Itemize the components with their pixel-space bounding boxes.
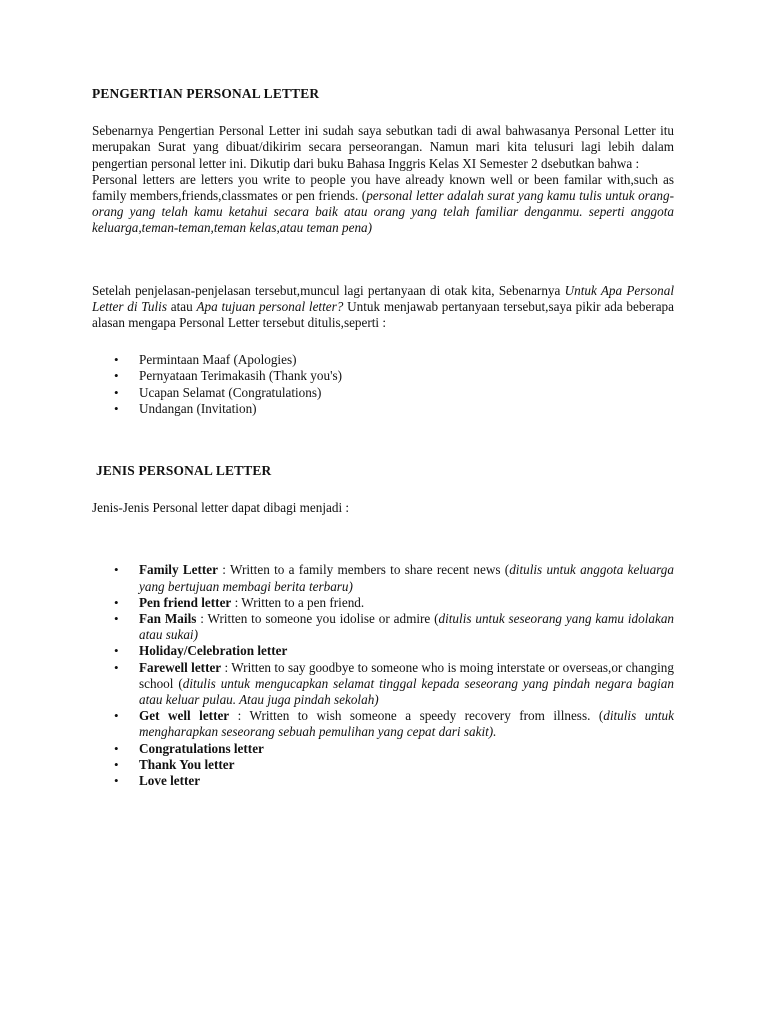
type-desc: : Written to wish someone a speedy recovery from illness. (: [229, 708, 604, 724]
list-item: [92, 562, 674, 594]
list-item: • Permintaan Maaf (Apologies): [92, 352, 674, 368]
purpose-text-e: Untuk menjawab pertanyaan tersebut,saya pikir ada beberapa alasan mengapa Personal Letter tersebut ditulis,seperti :: [92, 298, 674, 331]
type-translation: ditulis untuk seseorang yang kamu idolakan atau sukai): [139, 611, 675, 643]
type-desc: : Written to someone you idolise or admire (: [196, 611, 439, 627]
purpose-text-a: Setelah penjelasan-penjelasan tersebut,muncul lagi pertanyaan di otak kita, Sebenarnya: [92, 282, 565, 298]
list-item: • Ucapan Selamat (Congratulations): [92, 385, 674, 401]
type-name: Pen friend letter: [139, 594, 232, 610]
type-translation: ditulis untuk mengucapkan selamat tinggal kepada seseorang yang pindah negara bagian atau keluar pulau. Atau juga pindah sekolah): [139, 675, 674, 708]
document-content: [92, 86, 674, 789]
list-item: [92, 708, 674, 740]
type-name: Fan Mails: [139, 611, 197, 627]
type-desc: : Written to a pen friend.: [231, 594, 365, 610]
type-name: Get well letter: [139, 708, 230, 724]
list-item: [92, 595, 674, 611]
type-name: Holiday/Celebration letter: [139, 643, 288, 659]
section-title-pengertian: PENGERTIAN PERSONAL LETTER: [92, 86, 320, 101]
list-item: [92, 611, 674, 643]
paragraph-definition-intro: Sebenarnya Pengertian Personal Letter ini sudah saya sebutkan tadi di awal bahwasanya Personal Letter itu merupakan Surat yang dibuat/dikirim secara perseorangan. Namun mari kita telusuri lagi lebih dalam pengertian personal letter ini. Dikutip dari buku Bahasa Inggris Kelas XI Semester 2 dsebutkan bahwa :: [92, 123, 674, 171]
type-name: Farewell letter: [139, 659, 222, 675]
quote-translation: personal letter adalah surat yang kamu tulis untuk orang-orang yang telah kamu ketahui secara baik atau orang yang telah familiar denganmu. seperti anggota keluarga,teman-teman,teman kelas,atau teman pena): [92, 188, 674, 236]
list-item: [92, 660, 674, 709]
list-item: • Undangan (Invitation): [92, 401, 674, 417]
types-list: [92, 562, 674, 789]
purpose-text-c: atau: [166, 298, 197, 314]
type-desc: : Written to a family members to share recent news (: [218, 562, 510, 578]
paragraph-types-intro: Jenis-Jenis Personal letter dapat dibagi menjadi :: [92, 500, 350, 516]
type-name: Thank You letter: [139, 756, 235, 772]
section-title-jenis: JENIS PERSONAL LETTER: [96, 463, 272, 479]
reasons-list: [92, 352, 674, 417]
list-item: [92, 741, 674, 757]
list-item: [92, 757, 674, 773]
type-name: Congratulations letter: [139, 740, 264, 756]
type-desc: : Written to say goodbye to someone who is moing interstate or overseas,or changing school (: [139, 659, 674, 691]
list-item: [92, 643, 674, 659]
type-name: Family Letter: [139, 562, 218, 578]
type-translation: ditulis untuk mengharapkan seseorang sebuah pemulihan yang cepat dari sakit).: [139, 708, 674, 740]
paragraph-purpose: [92, 283, 674, 332]
list-item: • Pernyataan Terimakasih (Thank you's): [92, 368, 674, 384]
quote-english: Personal letters are letters you write to people you have already known well or been familar with,such as family members,friends,classmates or pen friends. (: [92, 171, 674, 204]
paragraph-definition-quote: [92, 172, 674, 237]
type-translation: ditulis untuk anggota keluarga yang bertujuan membagi berita terbaru): [139, 562, 674, 594]
list-item: [92, 773, 674, 789]
purpose-italic-b: Untuk Apa Personal Letter di Tulis: [92, 282, 674, 314]
purpose-italic-d: Apa tujuan personal letter?: [196, 298, 344, 314]
type-name: Love letter: [139, 773, 201, 789]
